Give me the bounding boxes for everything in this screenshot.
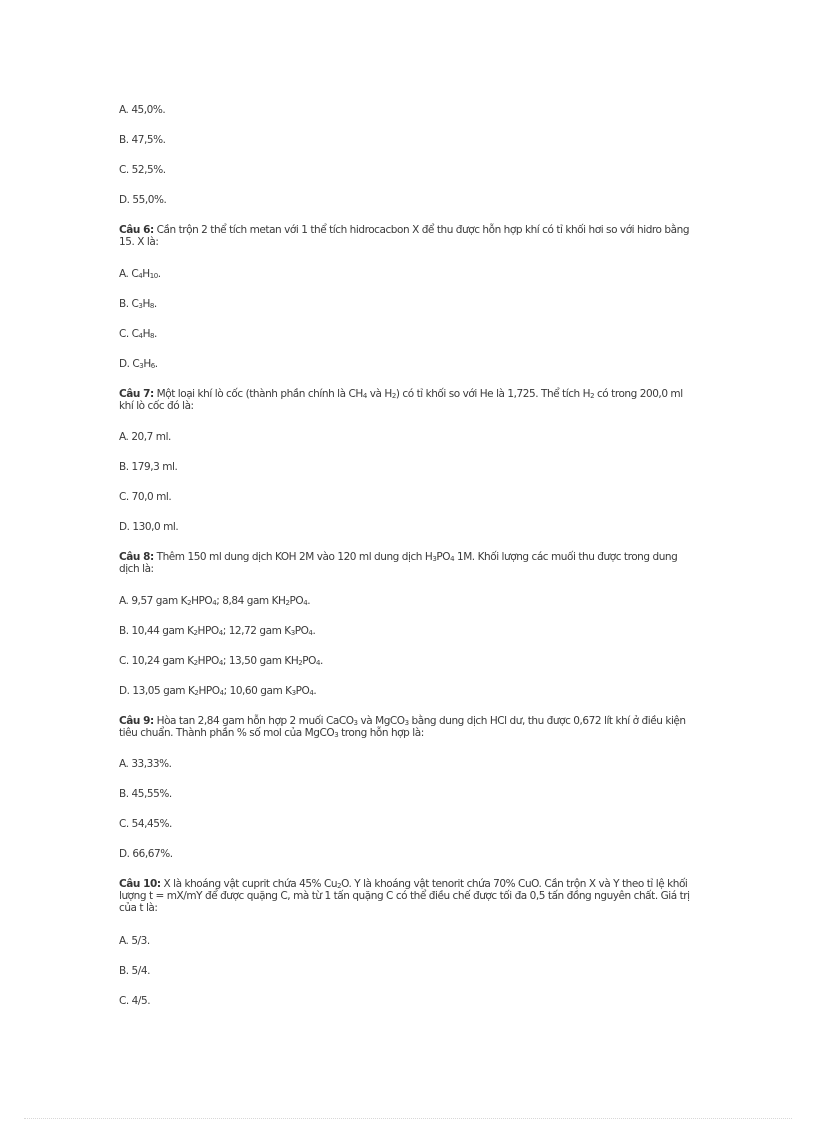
q6-option-d: D. $C_3H_6$. <box>119 358 158 370</box>
q8-text: Thêm 150 ml dung dịch KOH 2M vào 120 ml dung dịch $H_3PO_4$ 1M. Khối lượng các muối thu được trong dung dịch là: <box>119 551 678 575</box>
q10-stem <box>119 878 699 914</box>
q5-option-c: C. 52,5%. <box>119 164 166 176</box>
q7-text: Một loại khí lò cốc (thành phần chính là $CH_4$ và $H_2$) có tỉ khối so với He là 1,725. Thể tích $H_2$ có trong 200,0 ml khí lò cốc đó là: <box>119 388 683 412</box>
q8-option-b: B. 10,44 gam $K_2HPO_4$; 12,72 gam $K_3PO_4$. <box>119 625 316 637</box>
q10-option-b: B. 5/4. <box>119 965 150 977</box>
q9-option-a: A. 33,33%. <box>119 758 172 770</box>
q7-label: Câu 7: <box>119 388 154 400</box>
q7-option-c: C. 70,0 ml. <box>119 491 172 503</box>
q8-option-a: A. 9,57 gam $K_2HPO_4$; 8,84 gam $KH_2PO_4$. <box>119 595 311 607</box>
q8-option-c: C. 10,24 gam $K_2HPO_4$; 13,50 gam $KH_2PO_4$. <box>119 655 323 667</box>
q9-stem <box>119 715 699 739</box>
q9-option-d: D. 66,67%. <box>119 848 173 860</box>
q10-option-c: C. 4/5. <box>119 995 151 1007</box>
q6-label: Câu 6: <box>119 224 154 236</box>
q9-label: Câu 9: <box>119 715 154 727</box>
q7-option-a: A. 20,7 ml. <box>119 431 171 443</box>
q8-label: Câu 8: <box>119 551 154 563</box>
page-bottom-divider <box>24 1118 792 1119</box>
q10-text: X là khoáng vật cuprit chứa 45% $Cu_2O$. Y là khoáng vật tenorit chứa 70% CuO. Cần trộn X và Y theo tỉ lệ khối lượng t = mX/mY để được quặng C, mà từ 1 tấn quặng C có thể điều chế được tối đa 0,5 tấn đồng nguyên chất. Giá trị của t là: <box>119 878 690 914</box>
q7-option-d: D. 130,0 ml. <box>119 521 179 533</box>
q10-label: Câu 10: <box>119 878 161 890</box>
q9-text: Hòa tan 2,84 gam hỗn hợp 2 muối CaCO$_3$ và MgCO$_3$ bằng dung dịch HCl dư, thu được 0,672 lít khí ở điều kiện tiêu chuẩn. Thành phần % số mol của MgCO$_3$ trong hỗn hợp là: <box>119 715 686 739</box>
q6-option-b: B. $C_3H_8$. <box>119 298 157 310</box>
q5-option-b: B. 47,5%. <box>119 134 166 146</box>
q9-option-b: B. 45,55%. <box>119 788 172 800</box>
q8-option-d: D. 13,05 gam $K_2HPO_4$; 10,60 gam $K_3PO_4$. <box>119 685 317 697</box>
q6-option-c: C. $C_4H_8$. <box>119 328 157 340</box>
q9-option-c: C. 54,45%. <box>119 818 172 830</box>
q7-option-b: B. 179,3 ml. <box>119 461 178 473</box>
q10-option-a: A. 5/3. <box>119 935 150 947</box>
q6-text: Cần trộn 2 thể tích metan với 1 thể tích hidrocacbon X để thu được hỗn hợp khí có tỉ khối hơi so với hidro bằng 15. X là: <box>119 224 690 248</box>
q6-option-a: A. $C_4H_{10}$. <box>119 268 161 280</box>
q6-stem <box>119 224 699 248</box>
q7-stem <box>119 388 699 412</box>
q5-option-a: A. 45,0%. <box>119 104 166 116</box>
q5-option-d: D. 55,0%. <box>119 194 167 206</box>
q8-stem <box>119 551 699 575</box>
